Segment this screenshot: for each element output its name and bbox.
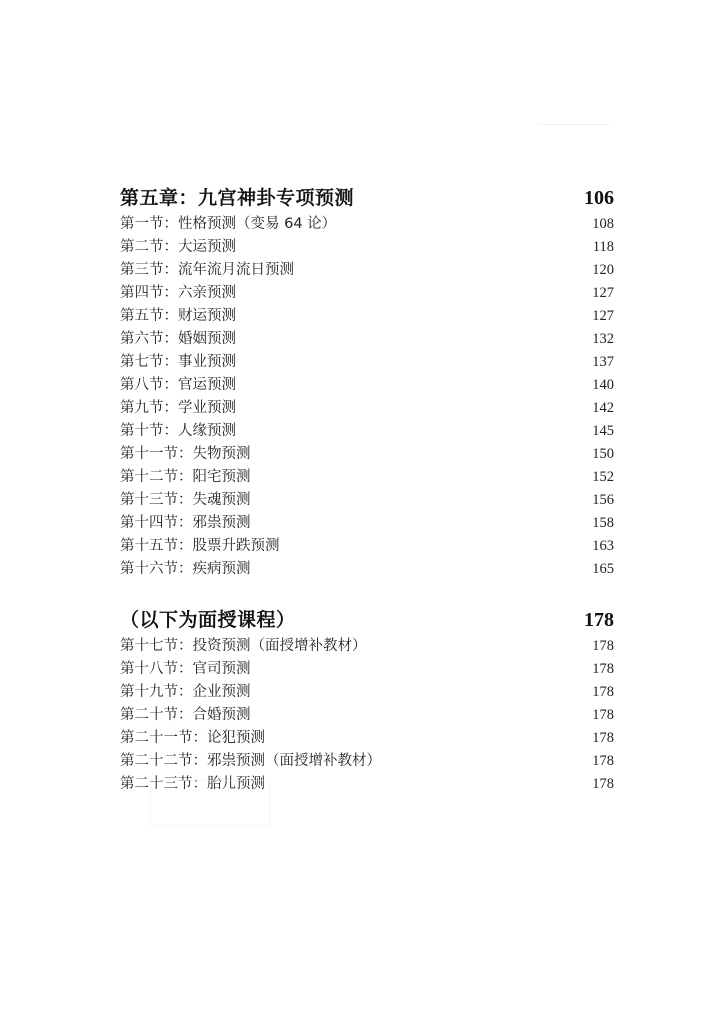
toc-entry[interactable] [120,305,614,328]
entry-page: 127 [592,285,614,301]
entry-page: 178 [592,776,614,792]
faint-seal-stamp [150,780,270,826]
toc-entry[interactable] [120,466,614,489]
entry-page: 178 [592,638,614,654]
toc-entry[interactable] [120,750,614,773]
entry-label: 第十二节：阳宅预测 [120,469,251,485]
entry-page: 158 [592,515,614,531]
entry-page: 142 [592,400,614,416]
entry-label: 第二十三节：胎儿预测 [120,776,265,792]
toc-entry[interactable] [120,681,614,704]
toc-entry[interactable] [120,635,614,658]
entry-page: 137 [592,354,614,370]
chapter-heading[interactable] [120,183,614,213]
entry-label: 第六节：婚姻预测 [120,331,236,347]
entry-page: 127 [592,308,614,324]
entry-label: 第四节：六亲预测 [120,285,236,301]
entry-label: 第十六节：疾病预测 [120,561,251,577]
entry-page: 145 [592,423,614,439]
face-to-face-sections [120,635,614,796]
entry-label: 第五节：财运预测 [120,308,236,324]
toc-entry[interactable] [120,443,614,466]
toc-entry[interactable] [120,727,614,750]
table-of-contents [120,183,614,796]
entry-page: 140 [592,377,614,393]
entry-label: 第十八节：官司预测 [120,661,251,677]
entry-label: 第十五节：股票升跌预测 [120,538,280,554]
toc-entry[interactable] [120,328,614,351]
entry-page: 118 [592,239,614,255]
entry-page: 165 [592,561,614,577]
entry-label: 第二十节：合婚预测 [120,707,251,723]
entry-label: 第十九节：企业预测 [120,684,251,700]
toc-entry[interactable] [120,420,614,443]
toc-entry[interactable] [120,704,614,727]
entry-label: 第十三节：失魂预测 [120,492,251,508]
chapter-sections [120,213,614,581]
toc-entry[interactable] [120,558,614,581]
entry-label: 第十节：人缘预测 [120,423,236,439]
entry-page: 156 [592,492,614,508]
toc-entry[interactable] [120,535,614,558]
entry-page: 150 [592,446,614,462]
toc-entry[interactable] [120,213,614,236]
entry-page: 163 [592,538,614,554]
entry-label: 第九节：学业预测 [120,400,236,416]
toc-entry[interactable] [120,658,614,681]
entry-label: 第二节：大运预测 [120,239,236,255]
entry-label: 第十四节：邪祟预测 [120,515,251,531]
face-to-face-heading[interactable] [120,605,614,635]
toc-entry[interactable] [120,236,614,259]
toc-entry[interactable] [120,512,614,535]
entry-label: 第一节：性格预测（变易 64 论） [120,216,337,232]
entry-page: 178 [592,684,614,700]
entry-page: 178 [592,753,614,769]
entry-page: 152 [592,469,614,485]
section-spacer [120,581,614,605]
toc-entry[interactable] [120,259,614,282]
toc-entry[interactable] [120,489,614,512]
scan-artifact-line [540,124,610,125]
entry-label: 第十一节：失物预测 [120,446,251,462]
entry-label: 第十七节：投资预测（面授增补教材） [120,638,367,654]
entry-label: 第八节：官运预测 [120,377,236,393]
entry-page: 120 [592,262,614,278]
face-to-face-page-number: 178 [584,609,614,631]
toc-entry[interactable] [120,397,614,420]
entry-page: 108 [592,216,614,232]
entry-page: 178 [592,661,614,677]
chapter-page-number: 106 [584,187,614,209]
entry-label: 第二十二节：邪祟预测（面授增补教材） [120,753,381,769]
toc-entry[interactable] [120,374,614,397]
entry-page: 178 [592,730,614,746]
entry-label: 第七节：事业预测 [120,354,236,370]
entry-page: 178 [592,707,614,723]
entry-label: 第二十一节：论犯预测 [120,730,265,746]
chapter-title: 第五章：九宫神卦专项预测 [120,187,355,209]
face-to-face-title: （以下为面授课程） [120,609,296,631]
entry-label: 第三节：流年流月流日预测 [120,262,294,278]
toc-entry[interactable] [120,351,614,374]
entry-page: 132 [592,331,614,347]
toc-entry[interactable] [120,282,614,305]
